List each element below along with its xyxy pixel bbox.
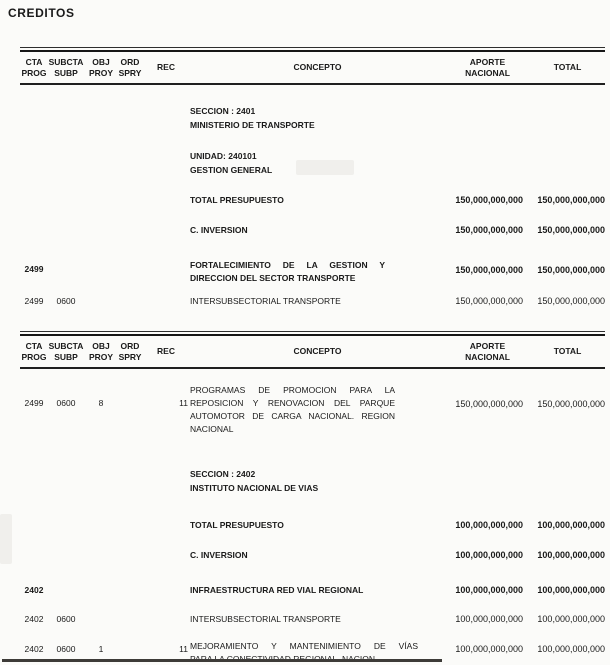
cell-ord-spry <box>118 149 142 177</box>
table-row <box>20 295 605 308</box>
cell-total: 100,000,000,000 <box>537 550 605 560</box>
cell-rec <box>142 259 190 285</box>
column-header-label: ORD <box>120 340 140 351</box>
cell-obj-proy <box>84 584 118 597</box>
column-header-obj-proy <box>84 52 118 83</box>
cell-concepto <box>190 549 445 562</box>
column-header-rec <box>142 52 190 83</box>
cell-total: 150,000,000,000 <box>537 399 605 409</box>
column-header-label: PROY <box>88 351 114 362</box>
cell-aporte-nacional <box>445 104 530 132</box>
cell-ord-spry <box>118 584 142 597</box>
cell-ord-spry <box>118 467 142 495</box>
cell-rec <box>142 224 190 237</box>
cell-rec <box>142 467 190 495</box>
concept-text <box>190 259 385 285</box>
cell-cta-prog <box>20 149 48 177</box>
cell-cta-prog: 2499 <box>24 296 44 306</box>
cell-rec <box>142 149 190 177</box>
cell-aporte-nacional: 100,000,000,000 <box>455 614 523 624</box>
cell-aporte-nacional: 100,000,000,000 <box>455 520 523 530</box>
cell-concepto <box>190 104 445 132</box>
cell-obj-proy <box>84 467 118 495</box>
cell-subcta-subp <box>48 194 84 207</box>
cell-cta-prog: 2499 <box>24 398 44 408</box>
cell-obj-proy <box>84 104 118 132</box>
cell-aporte-nacional <box>445 149 530 177</box>
cell-concepto <box>190 149 445 177</box>
cell-cta-prog: 2402 <box>24 614 44 624</box>
cell-cta-prog <box>20 224 48 237</box>
column-header-label: SUBCTA <box>48 56 84 67</box>
cell-subcta-subp <box>48 549 84 562</box>
cell-concepto <box>190 384 445 436</box>
concept-line: GESTION GENERAL <box>190 165 273 175</box>
cell-ord-spry <box>118 104 142 132</box>
cell-rec <box>142 584 190 597</box>
cell-total: 150,000,000,000 <box>537 195 605 205</box>
cell-obj-proy: 8 <box>98 398 104 408</box>
cell-aporte-nacional: 100,000,000,000 <box>455 550 523 560</box>
table-row <box>20 149 605 177</box>
column-header-obj-proy <box>84 336 118 367</box>
cell-subcta-subp <box>48 259 84 285</box>
cell-cta-prog <box>20 467 48 495</box>
concept-line: UNIDAD: 240101 <box>190 151 257 161</box>
concept-line: INTERSUBSECTORIAL TRANSPORTE <box>190 614 341 624</box>
cell-obj-proy <box>84 613 118 626</box>
cell-total: 100,000,000,000 <box>537 585 605 595</box>
cell-ord-spry <box>118 549 142 562</box>
cell-ord-spry <box>118 519 142 532</box>
table-header <box>20 336 605 367</box>
column-header-label: NACIONAL <box>465 67 510 78</box>
cell-obj-proy <box>84 149 118 177</box>
cell-subcta-subp <box>48 104 84 132</box>
cell-total <box>530 149 605 177</box>
cell-rec: 11 <box>179 398 188 408</box>
cell-obj-proy <box>84 519 118 532</box>
cell-rec <box>142 613 190 626</box>
scan-smudge <box>0 514 12 564</box>
cell-rec <box>142 295 190 308</box>
cell-total: 100,000,000,000 <box>537 614 605 624</box>
cell-cta-prog: 2402 <box>24 644 44 654</box>
cell-rec <box>142 549 190 562</box>
cell-obj-proy: 1 <box>98 644 104 654</box>
column-header-label: SPRY <box>118 351 142 362</box>
cell-rec: 11 <box>179 644 188 654</box>
cell-aporte-nacional: 150,000,000,000 <box>455 225 523 235</box>
cell-aporte-nacional <box>445 467 530 495</box>
cell-cta-prog <box>20 104 48 132</box>
column-header-label: APORTE <box>469 56 506 67</box>
concept-text <box>190 104 445 132</box>
column-header-label: TOTAL <box>553 346 582 356</box>
concept-text <box>190 295 445 308</box>
cell-total: 150,000,000,000 <box>537 225 605 235</box>
table-row <box>20 584 605 597</box>
concept-line: AUTOMOTOR DE CARGA NACIONAL. REGION <box>190 411 395 421</box>
cell-subcta-subp <box>48 584 84 597</box>
concept-line: INTERSUBSECTORIAL TRANSPORTE <box>190 296 341 306</box>
table-row <box>20 613 605 626</box>
column-header-ord-spry <box>118 52 142 83</box>
cell-ord-spry <box>118 259 142 285</box>
cell-concepto <box>190 584 445 597</box>
concept-line: SECCION : 2401 <box>190 106 256 116</box>
cell-rec <box>142 104 190 132</box>
column-header-label: CONCEPTO <box>293 346 342 356</box>
concept-line: INSTITUTO NACIONAL DE VIAS <box>190 483 319 493</box>
concept-line: REPOSICION Y RENOVACION DEL PARQUE <box>190 398 395 408</box>
concept-line: TOTAL PRESUPUESTO <box>190 520 284 530</box>
cell-obj-proy <box>84 549 118 562</box>
table-row <box>20 549 605 562</box>
concept-line: MEJORAMIENTO Y MANTENIMIENTO DE VÍAS <box>190 641 418 651</box>
cell-ord-spry <box>118 224 142 237</box>
concept-line: MINISTERIO DE TRANSPORTE <box>190 120 315 130</box>
cell-obj-proy <box>84 224 118 237</box>
cell-subcta-subp: 0600 <box>56 398 76 408</box>
column-header-label: CTA <box>25 340 43 351</box>
concept-text <box>190 384 395 436</box>
cell-cta-prog <box>20 549 48 562</box>
cell-cta-prog <box>20 194 48 207</box>
cell-rec <box>142 194 190 207</box>
column-header-label: REC <box>157 346 175 356</box>
column-header-cta-prog <box>20 52 48 83</box>
concept-text <box>190 224 445 237</box>
cell-aporte-nacional: 150,000,000,000 <box>455 265 523 275</box>
concept-line: C. INVERSION <box>190 225 248 235</box>
cell-ord-spry <box>118 295 142 308</box>
cell-concepto <box>190 613 445 626</box>
cell-subcta-subp: 0600 <box>56 614 76 624</box>
column-header-total <box>530 336 605 367</box>
cell-obj-proy <box>84 259 118 285</box>
concept-text <box>190 467 445 495</box>
column-header-label: PROY <box>88 67 114 78</box>
concept-text <box>190 549 445 562</box>
cell-concepto <box>190 194 445 207</box>
cell-aporte-nacional: 150,000,000,000 <box>455 296 523 306</box>
page-title: CREDITOS <box>8 6 75 20</box>
column-header-cta-prog <box>20 336 48 367</box>
cell-total: 150,000,000,000 <box>537 296 605 306</box>
column-header-subcta-subp <box>48 52 84 83</box>
table-row <box>20 467 605 495</box>
cell-ord-spry <box>118 613 142 626</box>
table-row <box>20 224 605 237</box>
table-row <box>20 519 605 532</box>
scan-artifact-line <box>2 659 442 662</box>
column-header-aporte-nacional <box>445 52 530 83</box>
table-header-bottom-rule <box>20 83 605 85</box>
cell-rec <box>142 519 190 532</box>
cell-subcta-subp: 0600 <box>56 644 76 654</box>
column-header-rec <box>142 336 190 367</box>
cell-concepto <box>190 259 445 285</box>
cell-ord-spry <box>118 384 142 436</box>
column-header-subcta-subp <box>48 336 84 367</box>
concept-text <box>190 519 445 532</box>
table-row <box>20 259 605 285</box>
concept-text <box>190 194 445 207</box>
concept-line: PROGRAMAS DE PROMOCION PARA LA <box>190 385 395 395</box>
column-header-concepto <box>190 52 445 83</box>
column-header-label: OBJ <box>92 56 110 67</box>
column-header-label: SUBP <box>54 67 78 78</box>
cell-aporte-nacional: 150,000,000,000 <box>455 195 523 205</box>
cell-concepto <box>190 295 445 308</box>
column-header-label: NACIONAL <box>465 351 510 362</box>
cell-total <box>530 104 605 132</box>
table-header-bottom-rule <box>20 367 605 369</box>
column-header-label: SUBCTA <box>48 340 84 351</box>
cell-subcta-subp: 0600 <box>56 296 76 306</box>
concept-line: NACIONAL <box>190 424 234 434</box>
concept-line: TOTAL PRESUPUESTO <box>190 195 284 205</box>
column-header-label: SPRY <box>118 67 142 78</box>
cell-concepto <box>190 519 445 532</box>
cell-cta-prog: 2499 <box>24 264 44 274</box>
cell-cta-prog <box>20 519 48 532</box>
concept-text <box>190 613 445 626</box>
table-header <box>20 52 605 83</box>
cell-total <box>530 467 605 495</box>
column-header-label: APORTE <box>469 340 506 351</box>
column-header-concepto <box>190 336 445 367</box>
cell-aporte-nacional: 100,000,000,000 <box>455 585 523 595</box>
table-row <box>20 194 605 207</box>
cell-concepto <box>190 467 445 495</box>
concept-line: SECCION : 2402 <box>190 469 256 479</box>
column-header-label: REC <box>157 62 175 72</box>
column-header-label: CONCEPTO <box>293 62 342 72</box>
column-header-aporte-nacional <box>445 336 530 367</box>
cell-total: 150,000,000,000 <box>537 265 605 275</box>
concept-text <box>190 149 445 177</box>
cell-total: 100,000,000,000 <box>537 520 605 530</box>
column-header-label: PROG <box>21 67 47 78</box>
cell-cta-prog: 2402 <box>24 585 44 595</box>
table-row <box>20 104 605 132</box>
column-header-label: TOTAL <box>553 62 582 72</box>
concept-line: DIRECCION DEL SECTOR TRANSPORTE <box>190 273 356 283</box>
cell-obj-proy <box>84 295 118 308</box>
concept-line: INFRAESTRUCTURA RED VIAL REGIONAL <box>190 585 364 595</box>
concept-line: C. INVERSION <box>190 550 248 560</box>
cell-obj-proy <box>84 194 118 207</box>
column-header-label: OBJ <box>92 340 110 351</box>
cell-subcta-subp <box>48 149 84 177</box>
cell-aporte-nacional: 100,000,000,000 <box>455 644 523 654</box>
cell-subcta-subp <box>48 224 84 237</box>
cell-ord-spry <box>118 194 142 207</box>
cell-total: 100,000,000,000 <box>537 644 605 654</box>
column-header-label: SUBP <box>54 351 78 362</box>
column-header-label: CTA <box>25 56 43 67</box>
column-header-ord-spry <box>118 336 142 367</box>
table-row <box>20 384 605 436</box>
cell-subcta-subp <box>48 467 84 495</box>
concept-text <box>190 584 445 597</box>
column-header-total <box>530 52 605 83</box>
column-header-label: ORD <box>120 56 140 67</box>
column-header-label: PROG <box>21 351 47 362</box>
cell-subcta-subp <box>48 519 84 532</box>
cell-concepto <box>190 224 445 237</box>
cell-aporte-nacional: 150,000,000,000 <box>455 399 523 409</box>
concept-line: FORTALECIMIENTO DE LA GESTION Y <box>190 260 385 270</box>
